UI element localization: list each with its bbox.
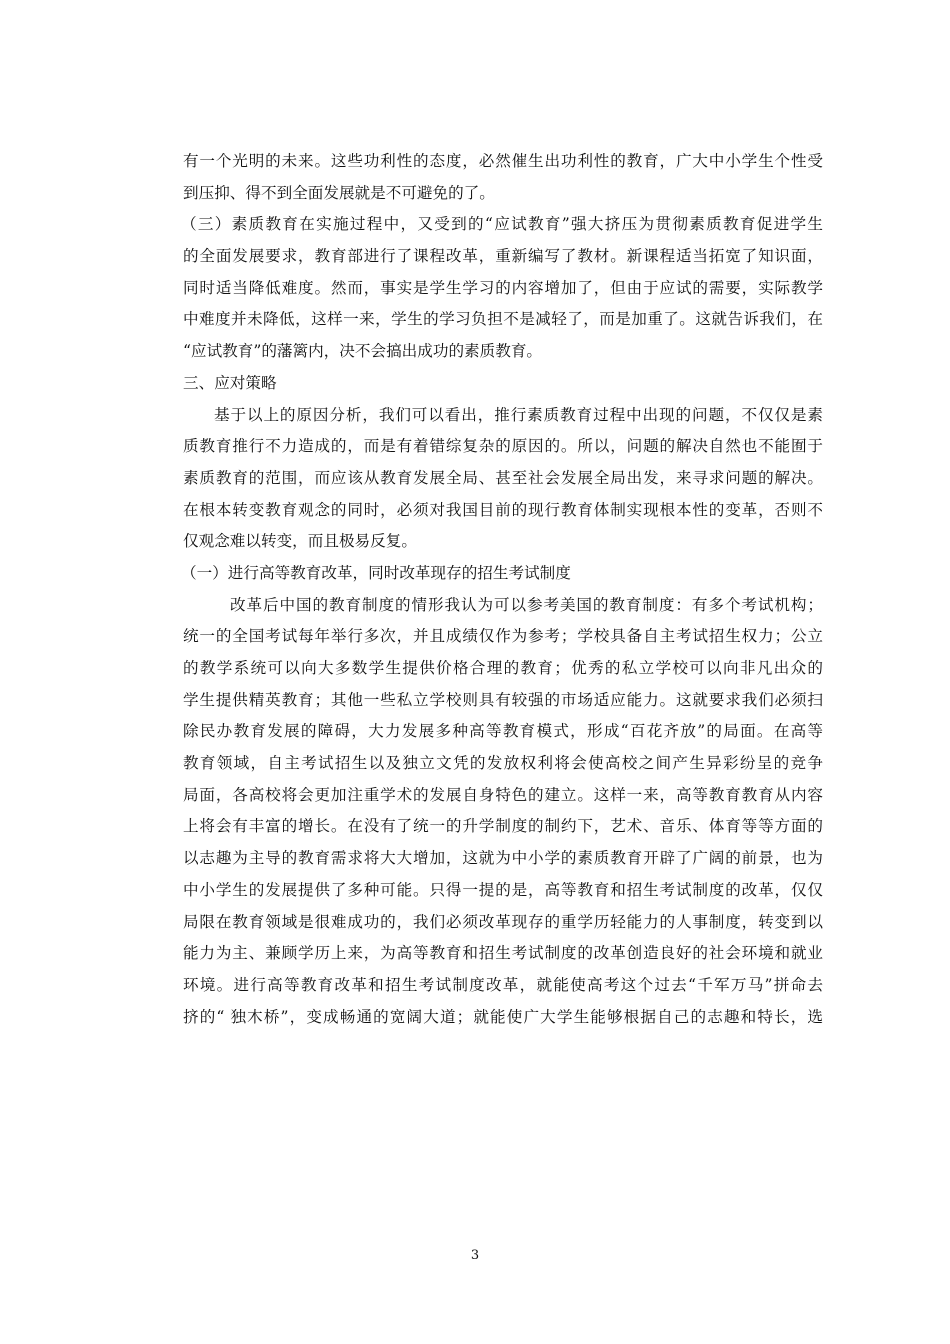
text-line: 能力为主、兼顾学历上来，为高等教育和招生考试制度的改革创造良好的社会环境和就业 <box>183 944 823 963</box>
text-line: 质教育推行不力造成的，而是有着错综复杂的原因的。所以，问题的解决自然也不能囿于 <box>183 437 823 456</box>
page-number: 3 <box>470 1248 480 1263</box>
heading-text: 三、应对策略 <box>183 373 277 392</box>
text-line: 改革后中国的教育制度的情形我认为可以参考美国的教育制度：有多个考试机构； <box>230 595 823 614</box>
text-line: “应试教育”的藩篱内，决不会搞出成功的素质教育。 <box>183 342 543 361</box>
paragraph-section-three <box>183 209 823 367</box>
heading-text: （一）进行高等教育改革，同时改革现存的招生考试制度 <box>181 563 571 582</box>
text-line: （三）素质教育在实施过程中，又受到的“应试教育”强大挤压为贯彻素质教育促进学生 <box>181 215 823 234</box>
text-line: 到压抑、得不到全面发展就是不可避免的了。 <box>183 183 495 202</box>
text-line: 以志趣为主导的教育需求将大大增加，这就为中小学的素质教育开辟了广阔的前景，也为 <box>183 849 823 868</box>
text-line: 环境。进行高等教育改革和招生考试制度改革，就能使高考这个过去“千军万马”拼命去 <box>183 975 823 994</box>
paragraph-strategy-intro <box>183 400 823 558</box>
text-line: 中小学生的发展提供了多种可能。只得一提的是，高等教育和招生考试制度的改革，仅仅 <box>183 880 823 899</box>
text-line: 统一的全国考试每年举行多次，并且成绩仅作为参考；学校具备自主考试招生权力；公立 <box>183 627 823 646</box>
paragraph-reform <box>183 590 823 1034</box>
text-line: 素质教育的范围，而应该从教育发展全局、甚至社会发展全局出发，来寻求问题的解决。 <box>183 468 823 487</box>
text-line: 局限在教育领域是很难成功的，我们必须改革现存的重学历轻能力的人事制度，转变到以 <box>183 912 823 931</box>
text-line: 基于以上的原因分析，我们可以看出，推行素质教育过程中出现的问题，不仅仅是素 <box>214 405 823 424</box>
document-body <box>183 146 823 1033</box>
text-line: 局面，各高校将会更加注重学术的发展自身特色的建立。这样一来，高等教育教育从内容 <box>183 785 823 804</box>
subsection-heading <box>183 558 823 590</box>
text-line: 学生提供精英教育；其他一些私立学校则具有较强的市场适应能力。这就要求我们必须扫 <box>183 690 823 709</box>
text-line: 上将会有丰富的增长。在没有了统一的升学制度的制约下，艺术、音乐、体育等等方面的 <box>183 817 823 836</box>
text-line: 的全面发展要求，教育部进行了课程改革，重新编写了教材。新课程适当拓宽了知识面， <box>183 247 823 266</box>
paragraph-continuation <box>183 146 823 209</box>
text-line: 挤的“ 独木桥”，变成畅通的宽阔大道；就能使广大学生能够根据自己的志趣和特长，选 <box>183 1007 823 1026</box>
text-line: 同时适当降低难度。然而，事实是学生学习的内容增加了，但由于应试的需要，实际教学 <box>183 278 823 297</box>
text-line: 中难度并未降低，这样一来，学生的学习负担不是减轻了，而是加重了。这就告诉我们，在 <box>183 310 823 329</box>
text-line: 教育领域，自主考试招生以及独立文凭的发放权利将会使高校之间产生异彩纷呈的竞争 <box>183 754 823 773</box>
text-line: 仅观念难以转变，而且极易反复。 <box>183 532 417 551</box>
text-line: 有一个光明的未来。这些功利性的态度，必然催生出功利性的教育，广大中小学生个性受 <box>183 152 823 170</box>
section-heading <box>183 368 823 400</box>
text-line: 在根本转变教育观念的同时，必须对我国目前的现行教育体制实现根本性的变革，否则不 <box>183 500 823 519</box>
text-line: 的教学系统可以向大多数学生提供价格合理的教育；优秀的私立学校可以向非凡出众的 <box>183 659 823 677</box>
text-line: 除民办教育发展的障碍，大力发展多种高等教育模式，形成“百花齐放”的局面。在高等 <box>183 722 823 741</box>
